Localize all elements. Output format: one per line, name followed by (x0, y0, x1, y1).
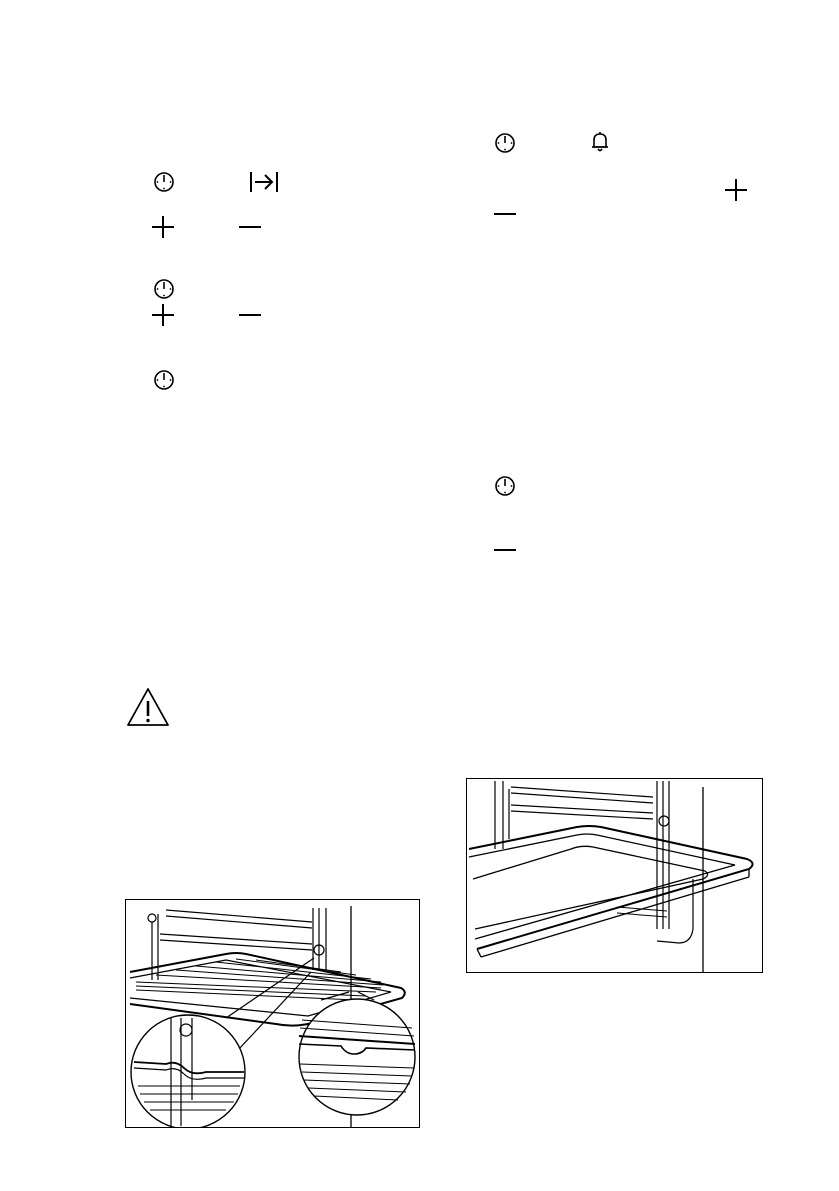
clock-icon (494, 475, 516, 497)
plus-icon (151, 215, 175, 239)
oven-baking-tray-illustration (466, 778, 763, 973)
clock-icon (153, 171, 175, 193)
minus-icon (238, 303, 262, 327)
clock-icon (153, 369, 175, 391)
minus-icon (493, 538, 517, 562)
end-time-arrow-icon (249, 170, 281, 194)
oven-wire-shelf-illustration (125, 899, 420, 1128)
minus-icon (238, 215, 262, 239)
plus-icon (724, 178, 748, 202)
clock-icon (494, 132, 516, 154)
minus-icon (493, 202, 517, 226)
bell-icon (589, 130, 611, 154)
warning-triangle-icon (126, 686, 170, 728)
clock-icon (153, 278, 175, 300)
plus-icon (151, 303, 175, 327)
